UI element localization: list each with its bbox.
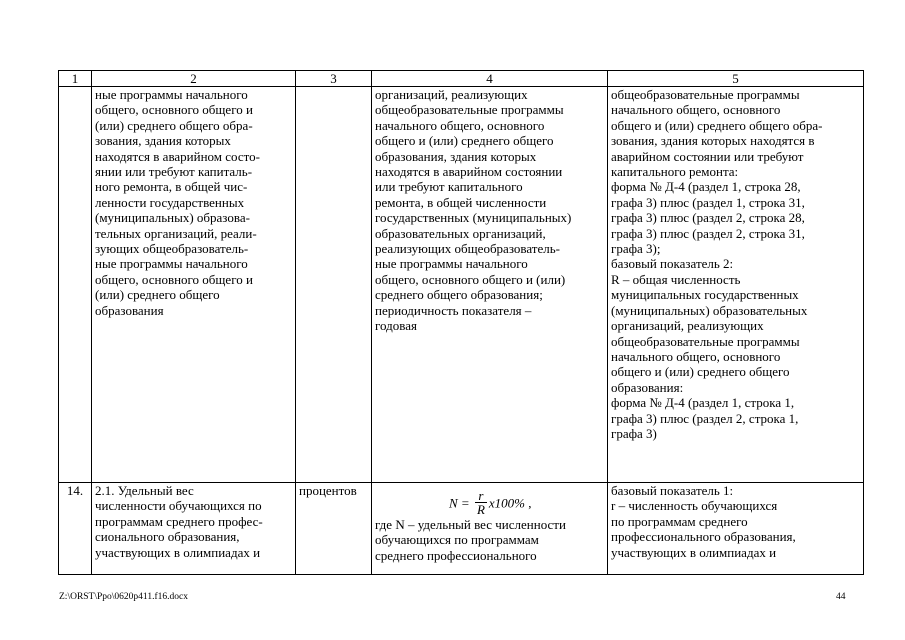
text-line: начального общего, основного [611,102,781,118]
header-cell-3: 3 [296,71,372,87]
formula-denominator: R [476,502,485,517]
text-line: ные программы начального [375,256,528,272]
text-line: начального общего, основного [375,117,545,133]
text-line: среднего общего образования; [375,287,543,303]
text-line: образования: [611,379,684,395]
text-line: зования, здания которых находятся в [611,133,815,149]
header-cell-1: 1 [59,71,92,87]
text-line: по программам среднего [611,513,748,529]
text-line: находятся в аварийном состоянии [375,164,563,180]
text-line: тельных организаций, реали- [95,225,257,241]
text-line: (или) среднего общего обра- [95,117,253,133]
text-line: (или) среднего общего [95,287,220,303]
text-line: графа 3) плюс (раздел 1, строка 31, [611,194,805,210]
text-line: где N – удельный вес численности [375,517,566,532]
table-row-continuation [59,87,864,483]
text-line: зования, здания которых [95,133,231,149]
text-line: программам среднего профес- [95,513,263,529]
indicator-name-cell [92,483,296,575]
text-line: базовый показатель 1: [611,483,734,498]
text-line: графа 3) плюс (раздел 2, строка 28, [611,210,805,226]
text-line: графа 3) плюс (раздел 2, строка 1, [611,410,799,426]
text-line: графа 3) плюс (раздел 2, строка 31, [611,225,805,241]
text-line: профессионального образования, [611,529,796,545]
text-line: участвующих в олимпиадах и [611,544,777,560]
text-line: общего и (или) среднего общего [611,364,790,380]
text-line: государственных (муниципальных) [375,210,572,226]
text-line: R – общая численность [611,271,741,287]
formula-numerator: r [475,489,487,503]
text-line: янии или требуют капиталь- [95,164,253,180]
text-line: (муниципальных) образовательных [611,302,808,318]
unit-cell: процентов [296,483,372,575]
data-table [58,70,864,575]
text-line: общего, основного общего и [95,102,253,118]
text-line: общего и (или) среднего общего [375,133,554,149]
text-line: графа 3) [611,425,657,441]
text-line: организаций, реализующих [375,87,528,102]
footer-page-number: 44 [836,592,846,602]
text-line: образовательных организаций, [375,225,546,241]
text-line: общего и (или) среднего общего обра- [611,117,823,133]
text-line: сионального образования, [95,529,240,545]
text-line: общего, основного общего и [95,271,253,287]
text-line: годовая [375,318,417,334]
text-line: форма № Д-4 (раздел 1, строка 28, [611,179,801,195]
method-text [375,517,604,563]
table-row-14 [59,483,864,575]
source-cell [608,483,864,575]
text-line: ные программы начального [95,256,248,272]
method-cell [372,483,608,575]
text-line: ремонта, в общей численности [375,194,547,210]
text-line: ленности государственных [95,194,245,210]
text-line: аварийном состоянии или требуют [611,148,804,164]
formula-fraction [475,489,487,517]
formula-tail: , [528,495,532,511]
cont-method-cell [372,87,608,483]
cont-number-cell [59,87,92,483]
formula [375,483,604,517]
text-line: (муниципальных) образова- [95,210,250,226]
text-line: численности обучающихся по [95,498,262,514]
text-line: ные программы начального [95,87,248,102]
text-line: образования, здания которых [375,148,537,164]
header-cell-4: 4 [372,71,608,87]
text-line: реализующих общеобразователь- [375,241,560,257]
cont-source-cell [608,87,864,483]
text-line: общеобразовательные программы [375,102,564,118]
text-line: общеобразовательные программы [611,87,800,102]
text-line: организаций, реализующих [611,318,764,334]
header-cell-2: 2 [92,71,296,87]
cont-unit-cell [296,87,372,483]
header-row [59,71,864,87]
text-line: капитального ремонта: [611,164,739,180]
text-line: зующих общеобразователь- [95,241,249,257]
formula-rhs: x100% [488,495,526,511]
text-line: общеобразовательные программы [611,333,800,349]
text-line: форма № Д-4 (раздел 1, строка 1, [611,395,795,411]
text-line: графа 3); [611,241,661,257]
row-number-cell: 14. [59,483,92,575]
text-line: участвующих в олимпиадах и [95,544,261,560]
text-line: общего, основного общего и (или) [375,271,566,287]
text-line: обучающихся по программам [375,532,539,548]
text-line: муниципальных государственных [611,287,799,303]
text-line: 2.1. Удельный вес [95,483,194,498]
text-line: начального общего, основного [611,348,781,364]
cont-indicator-name-cell [92,87,296,483]
footer-file-path: Z:\ORST\Ppo\0620p411.f16.docx [59,592,188,602]
text-line: находятся в аварийном состо- [95,148,260,164]
text-line: периодичность показателя – [375,302,532,318]
text-line: среднего профессионального [375,547,537,563]
text-line: или требуют капитального [375,179,523,195]
text-line: базовый показатель 2: [611,256,734,272]
text-line: образования [95,302,164,318]
formula-lhs: N = [449,495,470,511]
text-line: ного ремонта, в общей чис- [95,179,248,195]
header-cell-5: 5 [608,71,864,87]
text-line: r – численность обучающихся [611,498,778,514]
